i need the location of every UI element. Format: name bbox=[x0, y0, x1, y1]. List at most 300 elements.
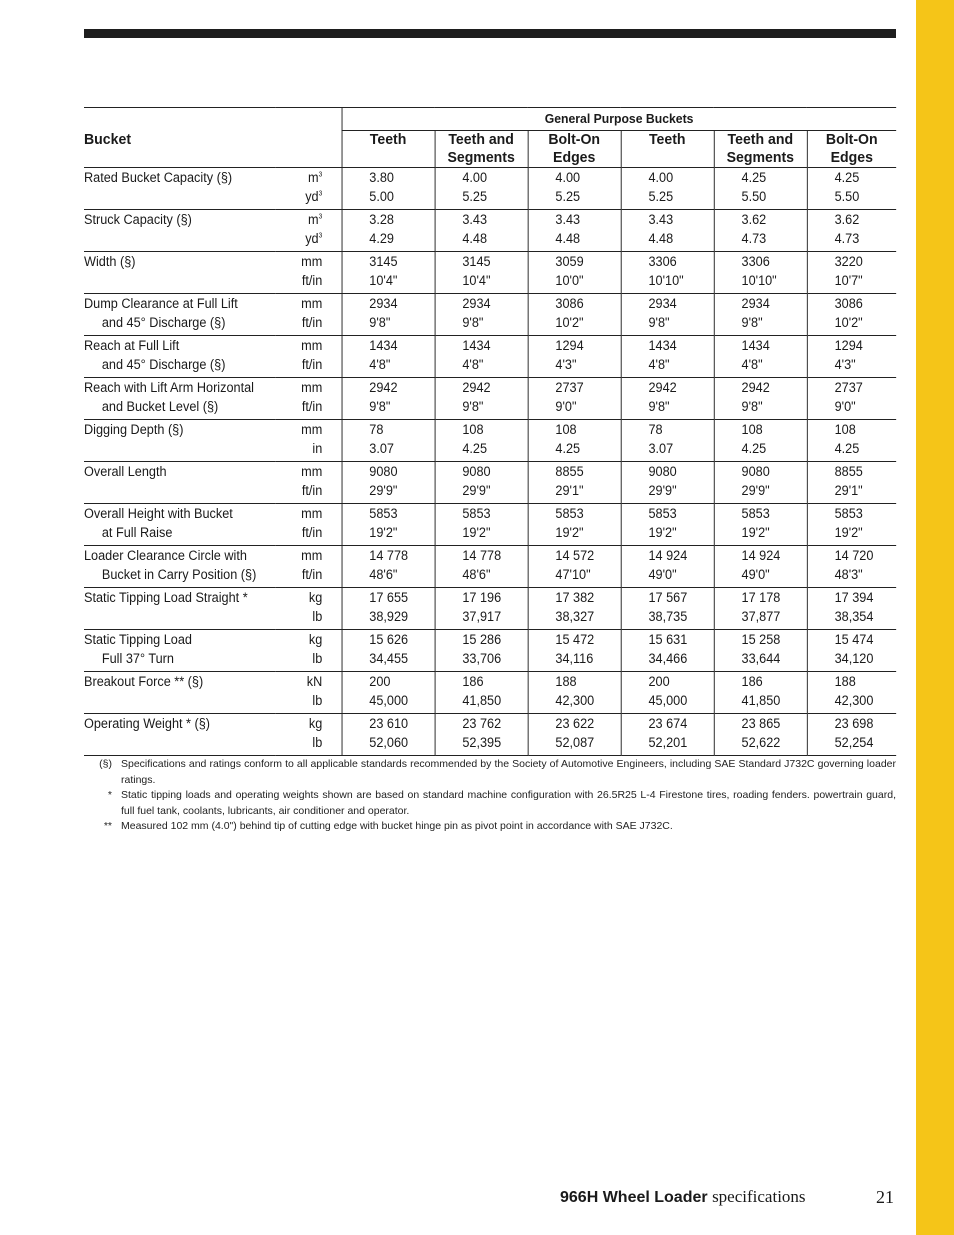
cell-value: 10'2" bbox=[834, 314, 863, 330]
table-cell bbox=[342, 672, 435, 714]
row-units bbox=[276, 714, 342, 756]
cell-value: 38,327 bbox=[555, 608, 595, 624]
cell-value: 29'9" bbox=[648, 482, 677, 498]
cell-value: 19'2" bbox=[741, 524, 770, 540]
cell-value: 3086 bbox=[834, 296, 863, 311]
row-label bbox=[84, 630, 276, 672]
footnote bbox=[88, 819, 896, 835]
table-cell bbox=[621, 462, 714, 504]
table-cell bbox=[807, 420, 896, 462]
cell-value: 17 196 bbox=[462, 590, 502, 605]
cell-value: 15 286 bbox=[462, 632, 502, 647]
group-header: General Purpose Buckets bbox=[342, 108, 897, 131]
cell-value: 4.25 bbox=[741, 170, 767, 185]
table-cell bbox=[435, 210, 528, 252]
table-cell bbox=[435, 546, 528, 588]
cell-value: 4.73 bbox=[741, 230, 767, 246]
cell-value: 10'4" bbox=[462, 272, 491, 288]
table-cell bbox=[621, 504, 714, 546]
cell-value: 5.25 bbox=[648, 188, 674, 204]
cell-value: 42,300 bbox=[834, 692, 874, 708]
cell-value: 5.25 bbox=[462, 188, 488, 204]
unit-label: kg bbox=[308, 590, 323, 605]
table-cell bbox=[528, 462, 621, 504]
row-label-line: Static Tipping Load bbox=[84, 632, 192, 647]
cell-value: 5.50 bbox=[834, 188, 860, 204]
cell-value: 3.43 bbox=[648, 212, 674, 227]
unit-label: ft/in bbox=[301, 314, 323, 330]
row-units bbox=[276, 336, 342, 378]
cell-value: 4.73 bbox=[834, 230, 860, 246]
table-cell bbox=[714, 714, 807, 756]
cell-value: 23 674 bbox=[648, 716, 688, 731]
table-cell bbox=[435, 336, 528, 378]
cell-value: 34,116 bbox=[555, 650, 594, 666]
cell-value: 4'3" bbox=[834, 356, 856, 372]
column-header: Teeth and Segments bbox=[435, 131, 528, 168]
cell-value: 41,850 bbox=[741, 692, 781, 708]
page-edge-yellow-bar bbox=[916, 0, 954, 1235]
cell-value: 15 474 bbox=[834, 632, 874, 647]
table-cell bbox=[342, 336, 435, 378]
cell-value: 14 720 bbox=[834, 548, 874, 563]
unit-label: lb bbox=[312, 608, 323, 624]
cell-value: 3306 bbox=[741, 254, 770, 269]
unit-label: lb bbox=[312, 692, 323, 708]
unit-label: mm bbox=[301, 254, 323, 269]
column-header: Teeth bbox=[621, 131, 714, 168]
table-cell bbox=[714, 336, 807, 378]
unit-label: mm bbox=[301, 296, 323, 311]
table-cell bbox=[528, 420, 621, 462]
cell-value: 14 778 bbox=[369, 548, 409, 563]
cell-value: 5853 bbox=[741, 506, 770, 521]
cell-value: 33,706 bbox=[462, 650, 502, 666]
table-row bbox=[84, 252, 896, 294]
column-header: Bolt-On Edges bbox=[807, 131, 896, 168]
table-row bbox=[84, 462, 896, 504]
table-cell bbox=[342, 546, 435, 588]
footer-title bbox=[560, 1187, 806, 1207]
cell-value: 4.00 bbox=[555, 170, 581, 185]
cell-value: 52,622 bbox=[741, 734, 781, 750]
table-cell bbox=[714, 168, 807, 210]
cell-value: 10'0" bbox=[555, 272, 584, 288]
table-row bbox=[84, 294, 896, 336]
row-label-line: Reach at Full Lift bbox=[84, 338, 180, 353]
cell-value: 9080 bbox=[741, 464, 770, 479]
row-label bbox=[84, 210, 276, 252]
column-header: Teeth and Segments bbox=[714, 131, 807, 168]
superscript: 3 bbox=[318, 171, 323, 179]
row-label-line: Dump Clearance at Full Lift bbox=[84, 296, 238, 311]
cell-value: 34,466 bbox=[648, 650, 688, 666]
cell-value: 3.62 bbox=[741, 212, 767, 227]
row-units bbox=[276, 378, 342, 420]
cell-value: 23 865 bbox=[741, 716, 781, 731]
table-cell bbox=[621, 714, 714, 756]
table-cell bbox=[435, 420, 528, 462]
cell-value: 4'8" bbox=[741, 356, 763, 372]
table-cell bbox=[342, 294, 435, 336]
superscript: 3 bbox=[318, 232, 323, 239]
cell-value: 2934 bbox=[648, 296, 677, 311]
unit-label: ft/in bbox=[301, 398, 323, 414]
cell-value: 34,455 bbox=[369, 650, 409, 666]
cell-value: 4'3" bbox=[555, 356, 577, 372]
cell-value: 5.25 bbox=[555, 188, 581, 204]
table-cell bbox=[807, 336, 896, 378]
cell-value: 200 bbox=[369, 674, 391, 689]
footnote-text: Specifications and ratings conform to all applicable standards recommended by the Society of Automotive Engineers, including SAE Standard J732C governing loader ratings. bbox=[121, 758, 896, 786]
cell-value: 29'1" bbox=[555, 482, 584, 498]
cell-value: 3.80 bbox=[369, 170, 394, 185]
table-cell bbox=[342, 714, 435, 756]
unit-label: mm bbox=[301, 338, 323, 353]
cell-value: 15 472 bbox=[555, 632, 595, 647]
cell-value: 10'2" bbox=[555, 314, 584, 330]
table-row bbox=[84, 420, 896, 462]
table-cell bbox=[714, 210, 807, 252]
unit-label: ft/in bbox=[301, 482, 323, 498]
table-cell bbox=[435, 714, 528, 756]
cell-value: 19'2" bbox=[462, 524, 491, 540]
cell-value: 1434 bbox=[369, 338, 398, 353]
table-cell bbox=[807, 168, 896, 210]
table-cell bbox=[528, 672, 621, 714]
table-cell bbox=[621, 672, 714, 714]
table-cell bbox=[714, 630, 807, 672]
table-cell bbox=[621, 420, 714, 462]
table-cell bbox=[807, 210, 896, 252]
table-cell bbox=[342, 504, 435, 546]
unit-label: kN bbox=[306, 674, 323, 689]
footer-model: 966H Wheel Loader bbox=[560, 1189, 708, 1206]
table-corner bbox=[84, 108, 342, 131]
cell-value: 3.62 bbox=[834, 212, 860, 227]
cell-value: 4.29 bbox=[369, 230, 394, 246]
row-units bbox=[276, 168, 342, 210]
unit-label: mm bbox=[301, 380, 323, 395]
unit-label: mm bbox=[301, 548, 323, 563]
cell-value: 33,644 bbox=[741, 650, 781, 666]
cell-value: 5853 bbox=[834, 506, 863, 521]
table-cell bbox=[342, 210, 435, 252]
table-cell bbox=[528, 504, 621, 546]
cell-value: 47'10" bbox=[555, 566, 591, 582]
cell-value: 3059 bbox=[555, 254, 584, 269]
cell-value: 49'0" bbox=[741, 566, 770, 582]
cell-value: 45,000 bbox=[369, 692, 409, 708]
cell-value: 3306 bbox=[648, 254, 677, 269]
row-units bbox=[276, 420, 342, 462]
cell-value: 186 bbox=[462, 674, 484, 689]
cell-value: 52,087 bbox=[555, 734, 595, 750]
footnote-text: Static tipping loads and operating weights shown are based on standard machine configuration with 26.5R25 L-4 Firestone tires, roading fenders. powertrain guard, full fuel tank, coolants, lubricants, air conditioner and operator. bbox=[121, 789, 896, 817]
cell-value: 42,300 bbox=[555, 692, 595, 708]
table-cell bbox=[621, 210, 714, 252]
cell-value: 5.00 bbox=[369, 188, 394, 204]
row-label bbox=[84, 714, 276, 756]
cell-value: 34,120 bbox=[834, 650, 874, 666]
row-label-line: Struck Capacity (§) bbox=[84, 212, 192, 227]
row-label bbox=[84, 168, 276, 210]
cell-value: 3.43 bbox=[462, 212, 488, 227]
cell-value: 5853 bbox=[555, 506, 584, 521]
table-cell bbox=[435, 462, 528, 504]
row-label bbox=[84, 294, 276, 336]
cell-value: 3.28 bbox=[369, 212, 394, 227]
cell-value: 19'2" bbox=[369, 524, 398, 540]
table-cell bbox=[807, 714, 896, 756]
row-label-line: Operating Weight * (§) bbox=[84, 716, 211, 731]
unit-label: kg bbox=[308, 632, 323, 647]
row-units bbox=[276, 630, 342, 672]
cell-value: 9080 bbox=[462, 464, 491, 479]
row-label-line: and 45° Discharge (§) bbox=[101, 314, 226, 330]
superscript: 3 bbox=[318, 213, 323, 221]
table-cell bbox=[528, 252, 621, 294]
table-cell bbox=[435, 504, 528, 546]
cell-value: 17 394 bbox=[834, 590, 874, 605]
table-cell bbox=[342, 588, 435, 630]
table-cell bbox=[621, 588, 714, 630]
row-label-line: Loader Clearance Circle with bbox=[84, 548, 247, 563]
footnote bbox=[88, 788, 896, 819]
table-cell bbox=[621, 630, 714, 672]
table-cell bbox=[714, 294, 807, 336]
cell-value: 19'2" bbox=[834, 524, 863, 540]
bucket-spec-table bbox=[84, 107, 896, 756]
cell-value: 4'8" bbox=[648, 356, 670, 372]
row-header: Bucket bbox=[84, 131, 276, 168]
cell-value: 2942 bbox=[741, 380, 770, 395]
cell-value: 14 778 bbox=[462, 548, 502, 563]
cell-value: 186 bbox=[741, 674, 763, 689]
cell-value: 10'10" bbox=[648, 272, 684, 288]
cell-value: 108 bbox=[555, 422, 577, 437]
table-cell bbox=[714, 588, 807, 630]
row-units bbox=[276, 504, 342, 546]
row-label-line: Static Tipping Load Straight * bbox=[84, 590, 248, 605]
cell-value: 23 622 bbox=[555, 716, 595, 731]
cell-value: 52,254 bbox=[834, 734, 874, 750]
cell-value: 2934 bbox=[462, 296, 491, 311]
table-row bbox=[84, 546, 896, 588]
footer-subtitle: specifications bbox=[712, 1187, 806, 1206]
row-label bbox=[84, 336, 276, 378]
footnotes bbox=[88, 757, 896, 835]
cell-value: 48'3" bbox=[834, 566, 863, 582]
table-cell bbox=[528, 630, 621, 672]
cell-value: 38,735 bbox=[648, 608, 688, 624]
row-label-line: at Full Raise bbox=[101, 524, 173, 540]
table-cell bbox=[342, 630, 435, 672]
table-cell bbox=[342, 462, 435, 504]
table-cell bbox=[807, 378, 896, 420]
unit-label: ft/in bbox=[301, 566, 323, 582]
row-label bbox=[84, 378, 276, 420]
superscript: 3 bbox=[318, 190, 323, 197]
table-cell bbox=[621, 294, 714, 336]
footnote bbox=[88, 757, 896, 788]
footnote-mark: (§) bbox=[99, 758, 112, 770]
row-units bbox=[276, 546, 342, 588]
unit-label: $yd^3$ bbox=[305, 230, 323, 246]
cell-value: 9'8" bbox=[462, 398, 484, 414]
cell-value: 4.48 bbox=[555, 230, 581, 246]
footnote-mark: ** bbox=[103, 820, 112, 832]
table-cell bbox=[807, 462, 896, 504]
cell-value: 14 572 bbox=[555, 548, 595, 563]
unit-label: mm bbox=[301, 464, 323, 479]
unit-label: $m^3$ bbox=[308, 170, 323, 185]
table-cell bbox=[435, 672, 528, 714]
row-label-line: and 45° Discharge (§) bbox=[101, 356, 226, 372]
table-cell bbox=[528, 168, 621, 210]
cell-value: 23 698 bbox=[834, 716, 874, 731]
table-cell bbox=[714, 462, 807, 504]
table-row bbox=[84, 630, 896, 672]
table-row bbox=[84, 336, 896, 378]
cell-value: 9'0" bbox=[555, 398, 577, 414]
table-row bbox=[84, 210, 896, 252]
unit-label: ft/in bbox=[301, 356, 323, 372]
cell-value: 188 bbox=[834, 674, 856, 689]
table-cell bbox=[528, 546, 621, 588]
cell-value: 14 924 bbox=[741, 548, 781, 563]
cell-value: 1434 bbox=[462, 338, 491, 353]
cell-value: 200 bbox=[648, 674, 670, 689]
row-label bbox=[84, 252, 276, 294]
unit-label: lb bbox=[312, 650, 323, 666]
row-units bbox=[276, 294, 342, 336]
row-label-line: Width (§) bbox=[84, 254, 136, 269]
cell-value: 78 bbox=[648, 422, 663, 437]
cell-value: 4.25 bbox=[741, 440, 767, 456]
cell-value: 2934 bbox=[741, 296, 770, 311]
cell-value: 9080 bbox=[369, 464, 398, 479]
cell-value: 1434 bbox=[741, 338, 770, 353]
cell-value: 2942 bbox=[648, 380, 677, 395]
table-cell bbox=[621, 546, 714, 588]
table-cell bbox=[807, 630, 896, 672]
cell-value: 23 762 bbox=[462, 716, 502, 731]
cell-value: 3145 bbox=[369, 254, 398, 269]
cell-value: 2942 bbox=[369, 380, 398, 395]
cell-value: 188 bbox=[555, 674, 577, 689]
cell-value: 9'0" bbox=[834, 398, 856, 414]
header-rule bbox=[84, 29, 896, 38]
row-label bbox=[84, 588, 276, 630]
cell-value: 9'8" bbox=[648, 398, 670, 414]
table-cell bbox=[435, 168, 528, 210]
cell-value: 9'8" bbox=[648, 314, 670, 330]
cell-value: 2737 bbox=[834, 380, 863, 395]
row-label bbox=[84, 672, 276, 714]
cell-value: 14 924 bbox=[648, 548, 688, 563]
cell-value: 10'10" bbox=[741, 272, 777, 288]
cell-value: 3.43 bbox=[555, 212, 581, 227]
cell-value: 1294 bbox=[555, 338, 584, 353]
cell-value: 15 258 bbox=[741, 632, 781, 647]
table-cell bbox=[807, 504, 896, 546]
row-label-line: Full 37° Turn bbox=[101, 650, 174, 666]
table-cell bbox=[714, 252, 807, 294]
footnote-mark: * bbox=[107, 789, 112, 801]
cell-value: 29'1" bbox=[834, 482, 863, 498]
row-label bbox=[84, 420, 276, 462]
row-units bbox=[276, 462, 342, 504]
cell-value: 19'2" bbox=[555, 524, 584, 540]
column-header: Teeth bbox=[342, 131, 435, 168]
table-cell bbox=[528, 588, 621, 630]
cell-value: 49'0" bbox=[648, 566, 677, 582]
row-label bbox=[84, 546, 276, 588]
cell-value: 4.48 bbox=[462, 230, 488, 246]
cell-value: 5853 bbox=[462, 506, 491, 521]
table-cell bbox=[621, 336, 714, 378]
cell-value: 17 382 bbox=[555, 590, 595, 605]
row-label-line: Reach with Lift Arm Horizontal bbox=[84, 380, 254, 395]
table-cell bbox=[435, 630, 528, 672]
cell-value: 8855 bbox=[555, 464, 584, 479]
cell-value: 2737 bbox=[555, 380, 584, 395]
unit-label: $m^3$ bbox=[308, 212, 323, 227]
cell-value: 2934 bbox=[369, 296, 398, 311]
row-label bbox=[84, 504, 276, 546]
cell-value: 4.25 bbox=[555, 440, 581, 456]
row-units bbox=[276, 210, 342, 252]
table-cell bbox=[435, 252, 528, 294]
table-cell bbox=[807, 588, 896, 630]
table-row bbox=[84, 714, 896, 756]
cell-value: 3.07 bbox=[369, 440, 394, 456]
table-row bbox=[84, 168, 896, 210]
cell-value: 48'6" bbox=[462, 566, 491, 582]
cell-value: 52,060 bbox=[369, 734, 409, 750]
row-label-line: Overall Length bbox=[84, 464, 167, 479]
cell-value: 5853 bbox=[369, 506, 398, 521]
row-label-line: Rated Bucket Capacity (§) bbox=[84, 170, 233, 185]
table-cell bbox=[435, 294, 528, 336]
row-label-line: Breakout Force ** (§) bbox=[84, 674, 204, 689]
table-row bbox=[84, 588, 896, 630]
table-cell bbox=[342, 252, 435, 294]
cell-value: 3.07 bbox=[648, 440, 674, 456]
cell-value: 23 610 bbox=[369, 716, 409, 731]
unit-label: in bbox=[312, 440, 323, 456]
table-cell bbox=[528, 294, 621, 336]
table-cell bbox=[528, 714, 621, 756]
table-cell bbox=[435, 588, 528, 630]
cell-value: 19'2" bbox=[648, 524, 677, 540]
table-cell bbox=[714, 546, 807, 588]
cell-value: 29'9" bbox=[369, 482, 398, 498]
table-cell bbox=[714, 672, 807, 714]
table-cell bbox=[714, 378, 807, 420]
table-row bbox=[84, 378, 896, 420]
cell-value: 52,395 bbox=[462, 734, 502, 750]
unit-label: $yd^3$ bbox=[305, 188, 323, 204]
cell-value: 4.25 bbox=[834, 440, 860, 456]
row-units bbox=[276, 672, 342, 714]
unit-label: mm bbox=[301, 422, 323, 437]
cell-value: 1294 bbox=[834, 338, 863, 353]
table-cell bbox=[528, 336, 621, 378]
cell-value: 9080 bbox=[648, 464, 677, 479]
unit-label: mm bbox=[301, 506, 323, 521]
